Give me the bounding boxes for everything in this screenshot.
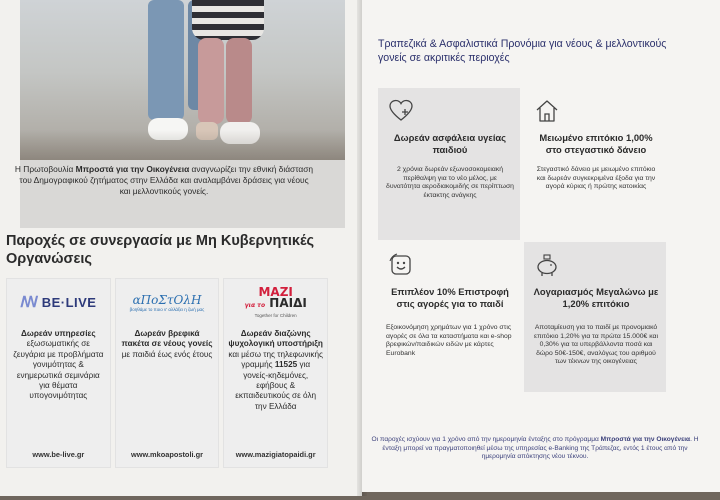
benefits-title: Τραπεζικά & Ασφαλιστικά Προνόμια για νέους & μελλοντικούς γονείς σε ακριτικές περιοχές xyxy=(378,38,667,64)
benefit-card-savings xyxy=(524,242,666,392)
partners-row xyxy=(6,278,328,468)
partner-card-apostoli xyxy=(115,278,220,468)
left-page xyxy=(0,0,362,496)
partner-url[interactable]: www.be-live.gr xyxy=(32,450,85,459)
belive-logo: ꟿ BE·LIVE xyxy=(20,294,97,311)
apostoli-logo: αΠοΣτΟλΗ βοηθάμε το ποιο ν' αλλάξει η ζωή μας xyxy=(129,292,205,312)
intro-text: Η Πρωτοβουλία Μπροστά για την Οικογένεια αναγνωρίζει την εθνική διάσταση του Δημογραφικού ζητήματος στην Ελλάδα και αναλαμβάνει δράσεις για νέους και μελλοντικούς γονείς. xyxy=(14,164,314,196)
mazi-logo: ΜΑΖΙ για το ΠΑΙΔΙ Together for Children xyxy=(244,284,307,318)
benefit-title: Μειωμένο επιτόκιο 1,00% στο στεγαστικό δάνειο xyxy=(539,132,653,155)
partner-card-mazi xyxy=(223,278,328,468)
benefit-desc: Αποταμίευση για το παιδί με προνομιακό επιτόκιο 1,20% για τα πρώτα 15.000€ και 0,30% για τα υπερβάλλοντα ποσά και δώρο 50€-150€, αναλόγως του αριθμού των τέκνων της οικογένειας xyxy=(534,324,658,366)
smiley-refresh-icon xyxy=(388,252,414,278)
benefit-title: Επιπλέον 10% Επιστροφή στις αγορές για το παιδί xyxy=(391,286,509,309)
partner-description: Δωρεάν διαζώνης ψυχολογική υποστήριξη και μέσω της τηλεφωνικής γραμμής 11525 για γονείς-κηδεμόνες, εφήβους & εκπαιδευτικούς σε όλη την Ελλάδα xyxy=(228,329,323,411)
benefit-card-mortgage xyxy=(524,88,666,240)
ngo-section-title: Παροχές σε συνεργασία με Μη Κυβερνητικές Οργανώσεις xyxy=(6,233,315,267)
partner-card-belive xyxy=(6,278,111,468)
partner-url[interactable]: www.mkoapostoli.gr xyxy=(131,450,203,459)
benefit-desc: 2 χρόνια δωρεάν εξωνοσοκομειακή περίθαλψη για το νέο μέλος, με δυνατότητα αεροδιακομιδής σε περίπτωση έκτακτης ανάγκης xyxy=(386,166,514,199)
benefit-desc: Στεγαστικό δάνειο με μειωμένο επιτόκιο και δωρεάν συγκεκριμένα έξοδα για την αγορά κύριας ή πρώτης κατοικίας xyxy=(536,166,656,191)
footnote: Οι παροχές ισχύουν για 1 χρόνο από την ημερομηνία ένταξης στο πρόγραμμα Μπροστά για την Οικογένεια. Η ένταξη μπορεί να πραγματοποιηθεί μέσω της υπηρεσίας e-Banking της Τράπεζας, εντός 1 έτους από την ημερομηνία απόκτησης νέου τέκνου. xyxy=(371,436,699,461)
benefit-card-health xyxy=(378,88,520,240)
partner-description: Δωρεάν βρεφικά πακέτα σε νέους γονείς με παιδιά έως ενός έτους xyxy=(121,329,213,359)
partner-url[interactable]: www.mazigiatopaidi.gr xyxy=(235,450,316,459)
house-icon xyxy=(534,98,560,124)
heart-plus-icon xyxy=(388,98,414,124)
benefit-title: Δωρεάν ασφάλεια υγείας παιδιού xyxy=(393,132,507,155)
family-photo xyxy=(20,0,345,160)
piggy-bank-icon xyxy=(534,252,560,278)
benefit-card-cashback xyxy=(378,242,520,392)
benefit-title: Λογαριασμός Μεγαλώνω με 1,20% επιτόκιο xyxy=(533,286,659,309)
benefit-desc: Εξοικονόμηση χρημάτων για 1 χρόνο στις αγορές σε όλα τα καταστήματα και e-shop βρεφικών/παιδικών ειδών με κάρτες Eurobank xyxy=(386,324,512,357)
partner-description: Δωρεάν υπηρεσίες εξωσωματικής σε ζευγάρια με προβλήματα γονιμότητας & ενημερωτικά σεμινάρια για θέματα υπογονιμότητας xyxy=(13,329,104,401)
